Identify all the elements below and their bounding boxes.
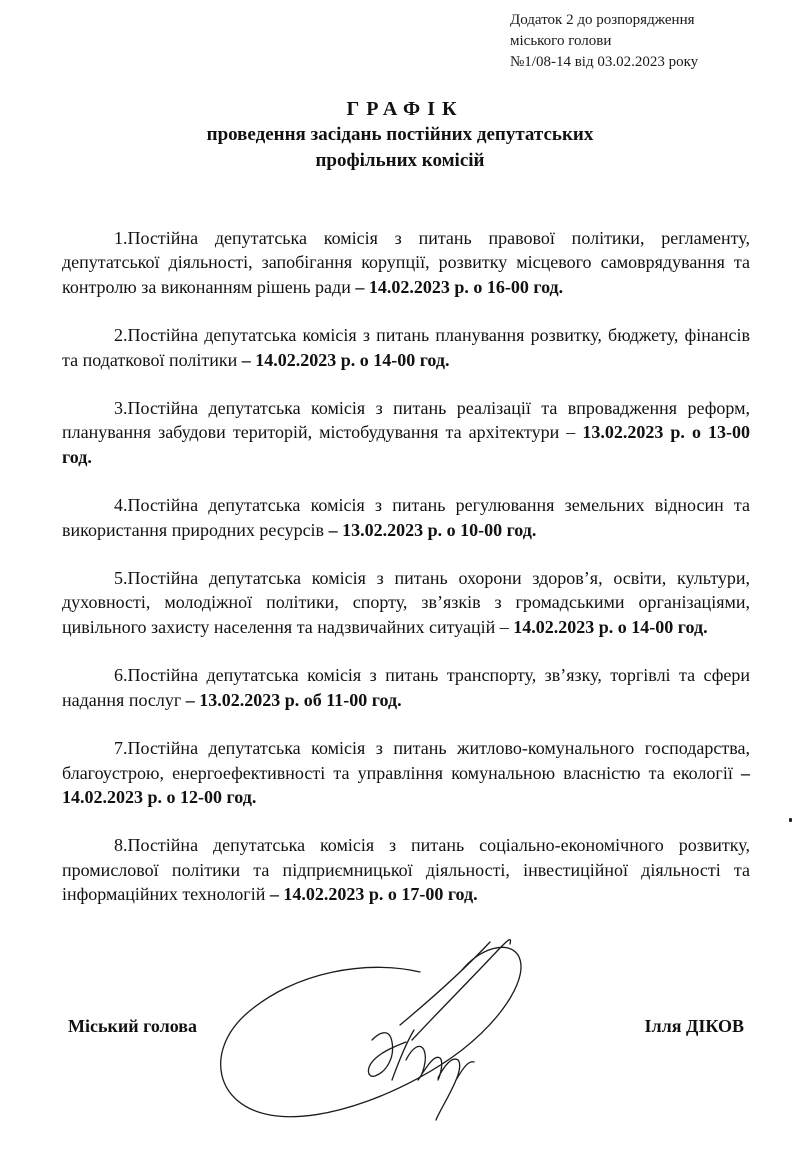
signatory-name: Ілля ДІКОВ <box>644 1016 744 1036</box>
commission-description: 6.Постійна депутатська комісія з питань транспорту, зв’язку, торгівлі та сфери надання послуг <box>62 665 750 710</box>
commission-item-8 <box>62 833 750 906</box>
commission-item-7 <box>62 736 750 809</box>
meeting-datetime: – 14.02.2023 р. о 12-00 год. <box>62 762 750 807</box>
annex-line-2: міського голови <box>510 33 612 49</box>
annex-header <box>510 10 698 73</box>
meeting-datetime: 13.02.2023 р. о 13-00 год. <box>62 422 750 467</box>
handwritten-signature <box>200 930 580 1130</box>
meeting-datetime: – 14.02.2023 р. о 17-00 год. <box>269 884 478 905</box>
commission-description: 4.Постійна депутатська комісія з питань регулювання земельних відносин та використання природних ресурсів <box>62 495 750 540</box>
commission-item-1 <box>62 226 750 299</box>
commission-description: 8.Постійна депутатська комісія з питань соціально-економічного розвитку, промислової політики та підприємницької діяльності, інвестиційної діяльності та інформаційних технологій <box>62 835 750 905</box>
title-subtitle-line-2: профільних комісій <box>315 150 485 171</box>
annex-line-3: №1/08-14 від 03.02.2023 року <box>510 54 699 70</box>
annex-line-1: Додаток 2 до розпорядження <box>510 12 695 28</box>
commission-item-3 <box>62 396 750 469</box>
commission-item-2 <box>62 323 750 372</box>
commission-list <box>62 226 750 931</box>
commission-description: 7.Постійна депутатська комісія з питань житлово-комунального господарства, благоустрою, енергоефективності та управління комунальною власністю та екології <box>62 738 750 783</box>
commission-item-4 <box>62 493 750 542</box>
commission-description: 5.Постійна депутатська комісія з питань охорони здоров’я, освіти, культури, духовності, молодіжної політики, спорту, зв’язків з громадськими організаціями, цивільного захисту населення та надзвичайних ситуацій – <box>62 568 750 637</box>
commission-description: 1.Постійна депутатська комісія з питань правової політики, регламенту, депутатської діяльності, запобігання корупції, розвитку місцевого самоврядування та контролю за виконанням рішень ради <box>62 228 750 297</box>
meeting-datetime: 14.02.2023 р. о 14-00 год. <box>513 616 708 637</box>
title-subtitle-line-1: проведення засідань постійних депутатських <box>206 124 594 145</box>
title-main: ГРАФІК <box>346 98 464 120</box>
meeting-datetime: – 14.02.2023 р. о 16-00 год. <box>355 276 564 297</box>
document-title <box>0 96 800 174</box>
commission-description: 2.Постійна депутатська комісія з питань планування розвитку, бюджету, фінансів та податкової політики <box>62 325 750 370</box>
signatory-position: Міський голова <box>68 1016 197 1036</box>
meeting-datetime: – 13.02.2023 р. о 10-00 год. <box>328 519 537 540</box>
meeting-datetime: – 14.02.2023 р. о 14-00 год. <box>241 349 450 370</box>
commission-description: 3.Постійна депутатська комісія з питань реалізації та впровадження реформ, планування забудови територій, містобудування та архітектури – <box>62 398 750 443</box>
scan-speck <box>789 818 792 822</box>
commission-item-5 <box>62 566 750 639</box>
meeting-datetime: – 13.02.2023 р. об 11-00 год. <box>185 689 402 710</box>
commission-item-6 <box>62 663 750 712</box>
